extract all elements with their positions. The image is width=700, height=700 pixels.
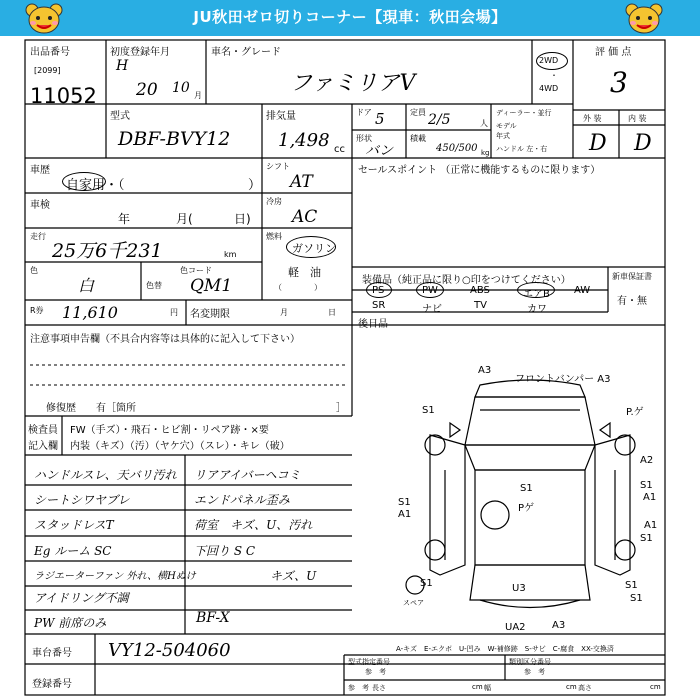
equipment-label: 装備品（純正品に限り○印をつけてください）	[362, 275, 571, 286]
dim-width-unit: cm	[566, 683, 577, 691]
equipment-navi: ナビ	[422, 304, 442, 315]
mark-a1-right: A1	[643, 492, 657, 503]
mark-u3: U3	[512, 583, 526, 594]
grade-label: 評 価 点	[595, 47, 632, 58]
inspection-label: 車検	[30, 200, 50, 211]
doors-value: 5	[375, 110, 385, 128]
lot-label: 出品番号	[30, 47, 70, 58]
remark-left-2: シートシワヤブレ	[34, 493, 130, 507]
registration-label: 登録番号	[32, 679, 72, 690]
after-day-label: 後日品	[358, 319, 388, 330]
inspector-fw-line: FW（手ズ）・飛石・ヒビ割・リペア跡・×要	[70, 425, 269, 436]
shape-value: バン	[365, 143, 393, 159]
name-change-day: 日	[328, 308, 336, 317]
inspection-day: 日)	[234, 212, 251, 226]
equipment-ps: PS	[372, 285, 385, 296]
repair-bracket-close: ］	[336, 403, 346, 414]
color-value: 白	[78, 276, 95, 295]
remark-left-7: PW 前席のみ	[34, 616, 107, 630]
interior-label: 内 装	[628, 114, 647, 123]
equipment-tv: TV	[474, 300, 487, 311]
equipment-airbag-circle	[517, 282, 555, 298]
repair-label: 修復歴 有［箇所	[46, 403, 136, 414]
mark-rear-a3: A3	[552, 620, 566, 631]
inspection-month: 月(	[176, 212, 193, 226]
recycle-value: 11,610	[62, 303, 118, 322]
color-change-label: 色替	[146, 281, 162, 290]
capacity-unit: 人	[480, 119, 488, 128]
equipment-ps-circle	[366, 282, 392, 298]
mark-roof-pg: Pゲ	[518, 503, 535, 514]
dim-length-unit: cm	[472, 683, 483, 691]
interior-value: D	[634, 131, 652, 156]
history-close: ）	[248, 178, 262, 193]
chassis-value: VY12-504060	[108, 640, 231, 661]
mileage-value: 25万6千231	[52, 240, 163, 262]
remark-right-4: 下回り S C	[194, 544, 256, 558]
fuel-label: 燃料	[266, 232, 282, 241]
remark-left-3: スタッドレスT	[34, 518, 114, 532]
shape-label: 形状	[356, 134, 372, 143]
mark-s1-top-left: S1	[422, 405, 435, 416]
inspection-year: 年	[118, 212, 131, 226]
equipment-pw: PW	[422, 285, 438, 296]
doors-label: ドア	[356, 108, 372, 117]
load-label: 積載	[410, 134, 426, 143]
remark-left-5: ラジエーターファン 外れ、横Hぬけ	[34, 571, 196, 582]
model-year-label: モデル	[496, 122, 517, 130]
lot-code: [2099]	[34, 66, 61, 75]
handle-label: ハンドル 左・右	[496, 145, 548, 153]
mark-s1-right2: S1	[640, 533, 653, 544]
drive-2wd: 2WD	[539, 56, 559, 65]
equipment-airbag: エアB	[523, 289, 550, 300]
dim-width: 幅	[484, 684, 491, 692]
mark-s1-bottom-left: S1	[420, 578, 433, 589]
remark-right-3: 荷室 キズ、U、汚れ	[194, 518, 313, 532]
first-reg-month: 10	[172, 80, 190, 96]
mark-pg-top-right: P.ゲ	[626, 407, 644, 418]
remark-right-2: エンドパネル歪み	[194, 493, 290, 507]
model-value: DBF-BVY12	[118, 128, 231, 150]
dim-height: 高さ	[578, 684, 592, 692]
capacity-value: 2/5	[428, 112, 451, 128]
model-label: 型式	[110, 111, 130, 122]
mark-front-bumper: フロントバンパー A3	[515, 374, 611, 385]
mark-s1-right3: S1	[625, 580, 638, 591]
mark-s1-right: S1	[640, 480, 653, 491]
ac-value: AC	[292, 207, 318, 227]
mark-s1-bottom-right: S1	[630, 593, 643, 604]
inspector-label2: 記入欄	[28, 441, 58, 452]
equipment-pw-circle	[416, 282, 444, 298]
warranty-value: 有・無	[617, 296, 647, 307]
remark-left-1: ハンドルスレ、天バリ汚れ	[34, 468, 177, 482]
mark-a3-front: A3	[478, 365, 492, 376]
car-damage-diagram	[400, 375, 660, 620]
color-code-label: 色コード	[180, 266, 212, 275]
model-designation-label: 型式指定番号	[348, 658, 390, 666]
dim-length-label: 参 考	[348, 684, 369, 692]
color-code-value: QM1	[190, 276, 233, 296]
remark-right-5: キズ、U	[270, 569, 317, 583]
mark-roof-s1: S1	[520, 483, 533, 494]
chassis-label: 車台番号	[32, 648, 72, 659]
history-value: 自家用・（	[66, 178, 125, 193]
mark-spare: スペア	[403, 599, 424, 607]
sales-point-label: セールスポイント （正常に機能するものに限ります）	[358, 165, 601, 176]
displacement-label: 排気量	[266, 111, 296, 122]
color-label: 色	[30, 266, 38, 275]
mark-a2-right: A2	[640, 455, 654, 466]
name-change-month: 月	[280, 308, 288, 317]
capacity-label: 定員	[410, 108, 426, 117]
car-name-value: ファミリアV	[290, 71, 416, 96]
notes-label: 注意事項申告欄（不具合内容等は具体的に記入して下さい）	[30, 334, 300, 345]
remark-left-6: アイドリング不調	[34, 591, 129, 605]
remark-left-4: Eg ルーム SC	[34, 544, 112, 558]
first-reg-label: 初度登録年月	[110, 47, 170, 58]
mark-rear-bumper: UA2	[505, 622, 526, 633]
first-reg-year: 20	[136, 80, 158, 100]
year-label: 年式	[496, 132, 510, 140]
warranty-label: 新車保証書	[612, 272, 652, 281]
model-designation-sub: 参 考	[365, 668, 386, 676]
recycle-label: R券	[30, 306, 44, 315]
shift-value: AT	[290, 172, 313, 192]
lot-number: 11052	[30, 84, 97, 108]
drive-dot: ・	[550, 71, 558, 80]
equipment-aw: AW	[574, 285, 591, 296]
shift-label: シフト	[266, 162, 290, 171]
class-designation-label: 類別区分番号	[509, 658, 551, 666]
car-name-label: 車名・グレード	[211, 47, 281, 58]
page-title: JU秋田ゼロ切りコーナー【現車：秋田会場】	[193, 8, 507, 26]
history-label: 車歴	[30, 165, 50, 176]
mark-a1-left: A1	[398, 509, 412, 520]
inspector-interior-line: 内装（キズ）（汚）（ヤケ穴）（スレ）・キレ（破）	[70, 441, 290, 452]
displacement-value: 1,498	[278, 130, 330, 151]
load-value: 450/500	[436, 143, 478, 154]
remark-right-1: リアアイバーヘコミ	[194, 468, 301, 482]
exterior-label: 外 装	[583, 114, 602, 123]
inspector-label: 検査員	[28, 425, 58, 436]
grade-value: 3	[610, 66, 628, 99]
mileage-label: 走行	[30, 232, 46, 241]
mark-a1-right2: A1	[644, 520, 658, 531]
load-unit: kg	[481, 149, 490, 157]
ac-label: 冷房	[266, 197, 282, 206]
fuel-gasoline: ガソリン	[292, 242, 336, 255]
class-designation-sub: 参 考	[524, 668, 545, 676]
dealer-label: ディーラー・並行	[496, 109, 552, 117]
exterior-value: D	[589, 131, 607, 156]
dim-height-unit: cm	[650, 683, 661, 691]
dim-length: 長さ	[372, 684, 386, 692]
recycle-unit: 円	[170, 308, 178, 317]
equipment-abs: ABS	[470, 285, 490, 296]
displacement-unit: cc	[334, 144, 345, 155]
first-reg-month-unit: 月	[194, 91, 202, 100]
fuel-paren: （ ）	[274, 283, 322, 292]
name-change-label: 名変期限	[190, 309, 230, 320]
drive-4wd: 4WD	[539, 84, 559, 93]
first-reg-era: H	[116, 58, 129, 74]
mark-s1-left: S1	[398, 497, 411, 508]
equipment-sr: SR	[372, 300, 386, 311]
remark-right-6: BF-X	[196, 610, 230, 626]
damage-legend: A-キズ E-エクボ U-凹み W-補修跡 S-サビ C-腐食 XX-交換済	[396, 645, 614, 653]
fuel-light-oil: 軽 油	[288, 266, 321, 279]
mileage-unit: km	[224, 250, 237, 259]
equipment-leather: カワ	[527, 304, 547, 315]
